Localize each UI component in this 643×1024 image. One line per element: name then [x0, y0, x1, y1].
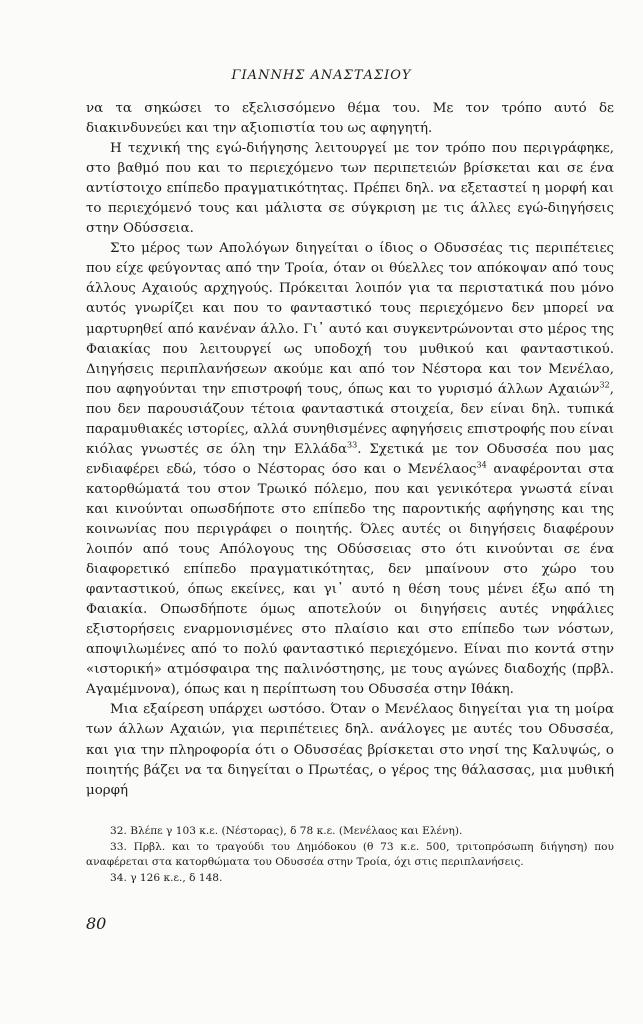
footnotes	[86, 824, 614, 886]
paragraph-text: . Σχετικά με τον Οδυσσέα που μας ενδιαφέρει εδώ, τόσο ο Νέστορας όσο και ο Μενέλαος	[86, 441, 614, 477]
running-head: ΓΙΑΝΝΗΣ ΑΝΑΣΤΑΣΙΟΥ	[231, 68, 412, 83]
paragraph-text: Στο μέρος των Απολόγων διηγείται ο ίδιος ο Οδυσσέας τις περιπέτειες που είχε φεύγοντας από την Τροία, όταν οι θύελλες τον απόκοψαν από τους άλλους Αχαιούς αρχηγούς. Πρόκειται λοιπόν για τα περιστατικά που μόνο αυτός γνωρίζει και που το φανταστικό τους περιεχόμενο δεν μπορεί να μαρτυρηθεί από κανέναν άλλο. Γι᾽ αυτό και συγκεντρώνονται στο μέρος της Φαιακίας που λειτουργεί ως υποδοχή του μυθικού και φανταστικού. Διηγήσεις περιπλανήσεων ακούμε και από τον Νέστορα και τον Μενέλαο, που αφηγούνται την επιστροφή τους, όπως και το γυρισμό άλλων Αχαιών	[86, 241, 614, 397]
page-number: 80	[86, 914, 107, 933]
footnote: 33. Πρβλ. και το τραγούδι του Δημόδοκου (θ 73 κ.ε. 500, τριτοπρόσωπη διήγηση) που αναφέρεται στα κατορθώματα του Οδυσσέα στην Τροία, όχι στις περιπλανήσεις.	[86, 840, 614, 868]
paragraph	[86, 239, 614, 700]
paragraph	[86, 700, 614, 800]
footnote: 32. Βλέπε γ 103 κ.ε. (Νέστορας), δ 78 κ.ε. (Μενέλαος και Ελένη).	[110, 825, 463, 837]
paragraph	[86, 139, 614, 239]
main-text	[86, 99, 614, 801]
paragraph-text: Μια εξαίρεση υπάρχει ωστόσο. Όταν ο Μενέλαος διηγείται για τη μοίρα των άλλων Αχαιών, για περιπέτειες δηλ. ανάλογες με αυτές του Οδυσσέα, και για την πληροφορία ότι ο Οδυσσέας βρίσκεται στο νησί της Καλυψώς, ο ποιητής βάζει να τα διηγείται ο Πρωτέας, ο γέρος της θάλασσας, μια μυθική μορφή	[86, 702, 614, 798]
footnote-ref: 33	[347, 440, 358, 450]
paragraph-text: να τα σηκώσει το εξελισσόμενο θέμα του. Με τον τρόπο αυτό δε διακινδυνεύει και την αξιοπιστία του ως αφηγητή.	[86, 101, 614, 137]
paragraph	[86, 99, 614, 139]
footnote-ref: 34	[476, 460, 487, 470]
paragraph-text: αναφέρονται στα κατορθώματά του στον Τρωικό πόλεμο, που και γενικότερα γνωστά είναι και κινούνται οπωσδήποτε στο επίπεδο της παροντικής αφήγησης και της κοινωνίας που περιγράφει ο ποιητής. Όλες αυτές οι διηγήσεις διαφέρουν λοιπόν από τους Απόλογους της Οδύσσειας στο ότι κινούνται σε ένα διαφορετικό επίπεδο πραγματικότητας, δεν μπαίνουν στο χώρο του φανταστικού, όπως εκείνες, και γι᾽ αυτό η θέση τους μένει έξω από τη Φαιακία. Οπωσδήποτε όμως αποτελούν οι διηγήσεις αυτές νηφάλιες εξιστορήσεις εναρμονισμένες στο πλαίσιο και στο επίπεδο των νόστων, αποψιλωμένες από το πολύ φανταστικό περιεχόμενο. Είναι πιο κοντά στην «ιστορική» ατμόσφαιρα της παλινόστησης, με τους αγώνες διαδοχής (πρβλ. Αγαμέμνονα), όπως και η περίπτωση του Οδυσσέα στην Ιθάκη.	[86, 461, 614, 698]
footnote: 34. γ 126 κ.ε., δ 148.	[110, 871, 223, 884]
paragraph-text: Η τεχνική της εγώ-διήγησης λειτουργεί με τον τρόπο που περιγράφηκε, στο βαθμό που και το περιεχόμενο των περιπετειών βρίσκεται και σε ένα αντίστοιχο επίπεδο πραγματικότητας. Πρέπει δηλ. να εξεταστεί η μορφή και το περιεχόμενό τους και μάλιστα σε σύγκριση με τις άλλες εγώ-διηγήσεις στην Οδύσσεια.	[86, 141, 614, 237]
paragraph-text: , που δεν παρουσιάζουν τέτοια φανταστικά στοιχεία, δεν είναι δηλ. τυπικά παραμυθιακές ιστορίες, αλλά συνηθισμένες αφηγήσεις επιστροφής που είναι κιόλας γνωστές σε όλη την Ελλάδα	[86, 381, 614, 457]
footnote-ref: 32	[599, 380, 610, 390]
